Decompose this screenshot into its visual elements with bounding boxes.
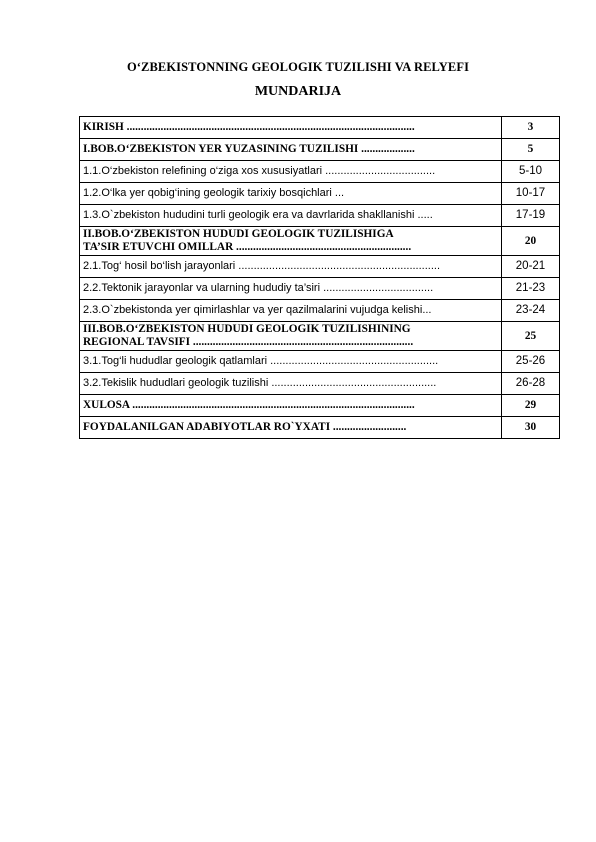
toc-row-chapter-1 <box>80 139 560 161</box>
toc-row-xulosa <box>80 395 560 417</box>
toc-entry-label: I.BOB.O‘ZBEKISTON YER YUZASINING TUZILISHI ................... <box>80 139 502 161</box>
toc-entry-label: KIRISH ...................................................................................................... <box>80 117 502 139</box>
toc-entry-page: 20 <box>502 227 560 256</box>
toc-entry-page: 21-23 <box>502 278 560 300</box>
toc-entry-page: 25 <box>502 322 560 351</box>
toc-row-section-1-3 <box>80 205 560 227</box>
toc-entry-label: 3.1.Tog‘li hududlar geologik qatlamlari ....................................................... <box>80 351 502 373</box>
toc-row-section-2-3 <box>80 300 560 322</box>
toc-entry-page: 23-24 <box>502 300 560 322</box>
toc-entry-label: 1.3.O`zbekiston hududini turli geologik era va davrlarida shakllanishi ..... <box>80 205 502 227</box>
document-title: O‘ZBEKISTONNING GEOLOGIK TUZILISHI VA RELYEFI <box>126 60 470 74</box>
toc-entry-label: 3.2.Tekislik hududlari geologik tuzilishi ...................................................... <box>80 373 502 395</box>
toc-row-chapter-2 <box>80 227 560 256</box>
toc-entry-page: 26-28 <box>502 373 560 395</box>
toc-entry-label-line: III.BOB.O‘ZBEKISTON HUDUDI GEOLOGIK TUZILISHINING <box>83 323 411 335</box>
toc-entry-page: 25-26 <box>502 351 560 373</box>
toc-entry-label: 2.3.O`zbekistonda yer qimirlashlar va yer qazilmalarini vujudga kelishi... <box>80 300 502 322</box>
toc-entry-page: 10-17 <box>502 183 560 205</box>
toc-row-references <box>80 417 560 439</box>
toc-entry-label: 1.1.O‘zbekiston relefining o‘ziga xos xususiyatlari .................................... <box>80 161 502 183</box>
toc-entry-page: 5 <box>502 139 560 161</box>
toc-entry-label <box>80 227 502 256</box>
toc-row-section-1-1 <box>80 161 560 183</box>
toc-row-section-2-2 <box>80 278 560 300</box>
toc-entry-label: XULOSA .................................................................................................... <box>80 395 502 417</box>
toc-entry-page: 20-21 <box>502 256 560 278</box>
toc-row-section-1-2 <box>80 183 560 205</box>
toc-entry-label: FOYDALANILGAN ADABIYOTLAR RO`YXATI .......................... <box>80 417 502 439</box>
toc-entry-page: 3 <box>502 117 560 139</box>
toc-entry-page: 29 <box>502 395 560 417</box>
toc-heading: MUNDARIJA <box>254 84 342 99</box>
toc-entry-label: 2.2.Tektonik jarayonlar va ularning hududiy ta’siri .................................... <box>80 278 502 300</box>
table-of-contents <box>79 116 560 439</box>
toc-row-chapter-3 <box>80 322 560 351</box>
toc-entry-label <box>80 322 502 351</box>
toc-entry-label: 2.1.Tog‘ hosil bo‘lish jarayonlari .................................................................. <box>80 256 502 278</box>
toc-entry-label-line: II.BOB.O‘ZBEKISTON HUDUDI GEOLOGIK TUZILISHIGA <box>83 228 394 240</box>
toc-entry-label-line: TA’SIR ETUVCHI OMILLAR .............................................................. <box>83 241 412 253</box>
toc-row-section-2-1 <box>80 256 560 278</box>
toc-entry-page: 5-10 <box>502 161 560 183</box>
toc-row-section-3-2 <box>80 373 560 395</box>
toc-row-section-3-1 <box>80 351 560 373</box>
toc-entry-page: 17-19 <box>502 205 560 227</box>
toc-entry-page: 30 <box>502 417 560 439</box>
toc-entry-label: 1.2.O‘lka yer qobig‘ining geologik tarixiy bosqichlari ... <box>80 183 502 205</box>
toc-entry-label-line: REGIONAL TAVSIFI .............................................................................. <box>83 336 414 348</box>
toc-row-kirish <box>80 117 560 139</box>
